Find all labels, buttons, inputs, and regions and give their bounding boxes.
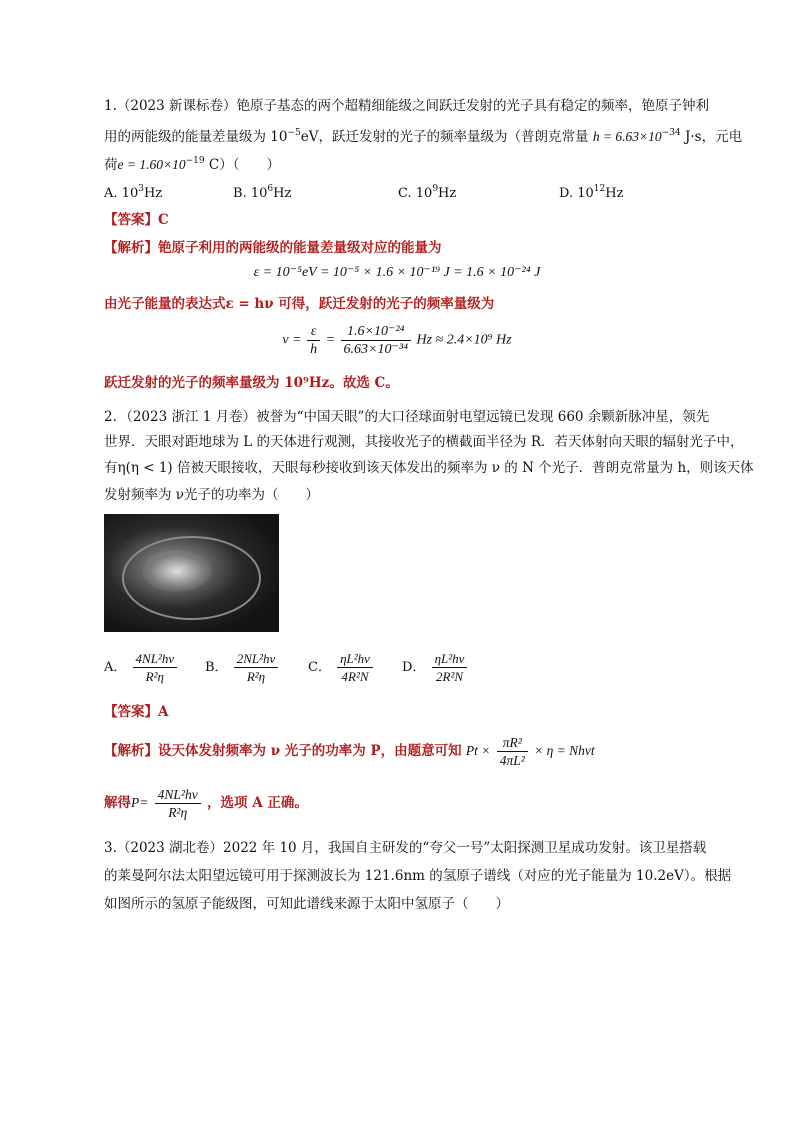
q2-option-b: B． $\frac{\text{2NL²hν}}{\text{R²η}}$ xyxy=(205,650,280,685)
q1-option-b: B. $10^6Hz$ xyxy=(233,184,292,201)
q1-equation-frequency: ν = $\frac{\varepsilon}{h}$ = $\frac{\text{1.6×10⁻²⁴}}{\text{6.63×10⁻³⁴}}$ Hz ≈ 2.4×10⁹ Hz xyxy=(282,324,512,357)
q1-conclusion: 跃迁发射的光子的频率量级为 10⁹Hz。故选 C。 xyxy=(104,375,399,391)
q1-analysis: 【解析】铯原子利用的两能级的能量差量级对应的能量为 xyxy=(104,240,442,256)
q2-option-c: C． $\frac{\text{ηL²hν}}{\text{4R²N}}$ xyxy=(308,650,375,685)
q2-line2: 世界．天眼对距地球为 L 的天体进行观测，其接收光子的横截面半径为 R．若天体射向天眼的辐射光子中， xyxy=(104,434,744,450)
q2-option-a: A． $\frac{\text{4NL²hν}}{\text{R²η}}$ xyxy=(104,650,179,685)
q1-line2: 用的两能级的能量差量级为 $10^{-5}eV$，跃迁发射的光子的频率量级为（普朗克常量 $h = 6.63\times 10^{-34}$ J·s，元电 xyxy=(104,128,743,145)
q1-option-d: D. $10^{12}Hz$ xyxy=(559,184,624,201)
q1-line1: 1.（2023 新课标卷）铯原子基态的两个超精细能级之间跃迁发射的光子具有稳定的频率，铯原子钟利 xyxy=(104,98,710,114)
q2-line1: 2．（2023 浙江 1 月卷）被誉为“中国天眼”的大口径球面射电望远镜已发现 660 余颗新脉冲星，领先 xyxy=(104,409,710,425)
q2-solution: 解得P= $\frac{\text{4NL²hν}}{\text{R²η}}$ ，选项 A 正确。 xyxy=(104,787,308,820)
telescope-photo xyxy=(104,514,279,632)
q2-option-d: D． $\frac{\text{ηL²hν}}{\text{2R²N}}$ xyxy=(402,650,469,685)
q3-line3: 如图所示的氢原子能级图，可知此谱线来源于太阳中氢原子（ ） xyxy=(104,896,509,912)
q1-expression-line: 由光子能量的表达式ε = hν 可得，跃迁发射的光子的频率量级为 xyxy=(104,296,495,312)
q2-answer: 【答案】A xyxy=(104,704,169,720)
q2-line3: 有η(η < 1) 倍被天眼接收，天眼每秒接收到该天体发出的频率为 ν 的 N 个光子．普朗克常量为 h，则该天体 xyxy=(104,460,754,476)
q1-answer: 【答案】C xyxy=(104,212,169,228)
q1-line3: 荷$e = 1.60\times 10^{-19}$ C）（ ） xyxy=(104,156,280,173)
q2-analysis: 【解析】设天体发射频率为 ν 光子的功率为 P，由题意可知 Pt × $\frac{\text{πR²}}{\text{4πL²}}$ × η = Nhνt xyxy=(104,735,595,768)
q1-option-a: A. $10^3Hz$ xyxy=(104,184,163,201)
q3-line2: 的莱曼阿尔法太阳望远镜可用于探测波长为 121.6nm 的氢原子谱线（对应的光子能量为 10.2eV）。根据 xyxy=(104,868,732,884)
q1-option-c: C. $10^9Hz$ xyxy=(398,184,457,201)
q3-line1: 3.（2023 湖北卷）2022 年 10 月，我国自主研发的“夸父一号”太阳探测卫星成功发射。该卫星搭载 xyxy=(104,840,707,856)
q1-equation-energy: ε = 10⁻⁵eV = 10⁻⁵ × 1.6 × 10⁻¹⁹ J = 1.6 × 10⁻²⁴ J xyxy=(253,265,541,280)
q2-line4: 发射频率为 ν光子的功率为（ ） xyxy=(104,487,319,503)
